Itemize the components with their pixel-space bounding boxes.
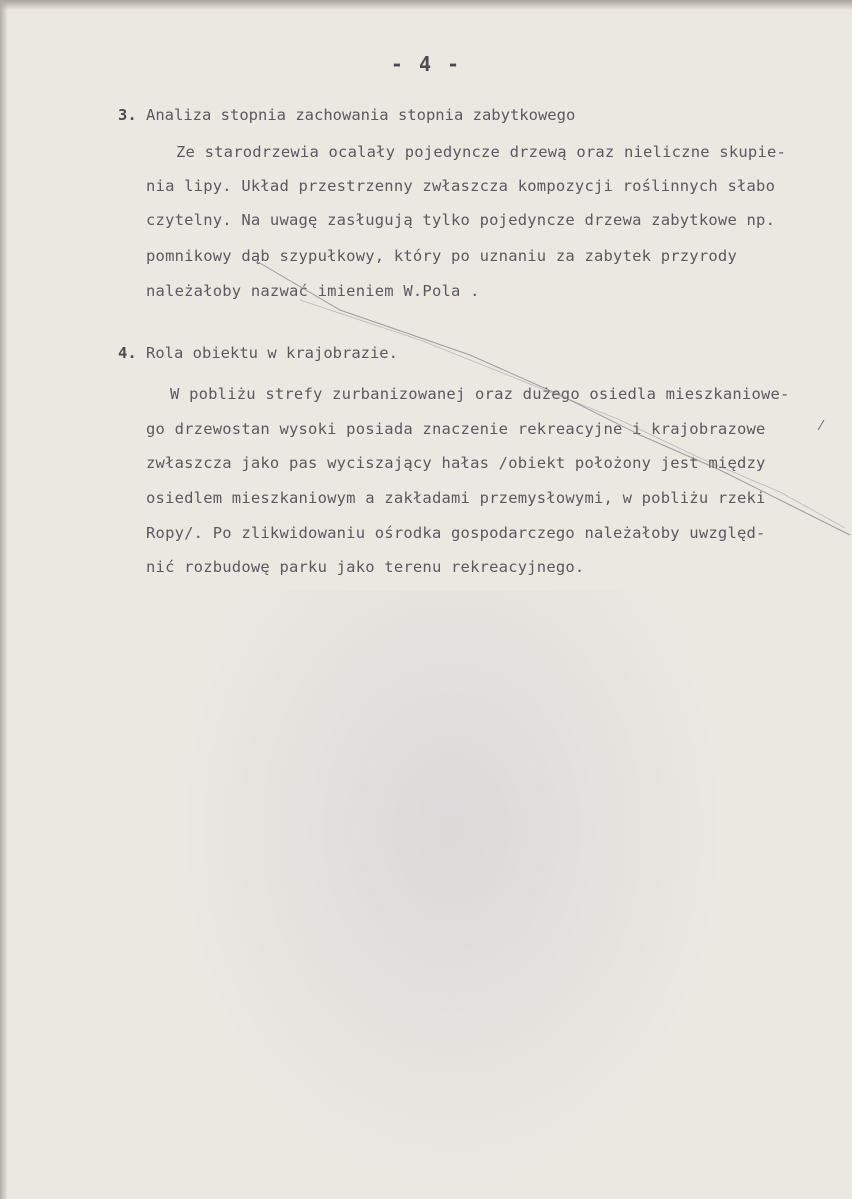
section-3-heading bbox=[118, 106, 575, 124]
section-3-line-5: należałoby nazwać imieniem W.Pola . bbox=[146, 282, 480, 300]
section-3-line-4: pomnikowy dąb szypułkowy, który po uznaniu za zabytek przyrody bbox=[146, 247, 737, 265]
section-3-line-3: czytelny. Na uwagę zasługują tylko pojedyncze drzewa zabytkowe np. bbox=[146, 211, 776, 229]
section-4-number: 4. bbox=[118, 344, 137, 362]
section-3-title: Analiza stopnia zachowania stopnia zabytkowego bbox=[146, 106, 576, 124]
section-3-line-2: nia lipy. Układ przestrzenny zwłaszcza kompozycji roślinnych słabo bbox=[146, 177, 776, 195]
section-3-number: 3. bbox=[118, 106, 137, 124]
section-4-line-1: W pobliżu strefy zurbanizowanej oraz dużego osiedla mieszkaniowe- bbox=[170, 385, 790, 403]
page-number: - 4 - bbox=[390, 52, 462, 76]
paper-shadow bbox=[172, 590, 732, 1190]
section-4-line-2: go drzewostan wysoki posiada znaczenie rekreacyjne i krajobrazowe bbox=[146, 420, 766, 438]
section-4-line-6: nić rozbudowę parku jako terenu rekreacyjnego. bbox=[146, 558, 585, 576]
section-3-line-1: Ze starodrzewia ocalały pojedyncze drzewą oraz nieliczne skupie- bbox=[176, 143, 787, 161]
section-4-title: Rola obiektu w krajobrazie. bbox=[146, 344, 398, 362]
section-4-line-4: osiedlem mieszkaniowym a zakładami przemysłowymi, w pobliżu rzeki bbox=[146, 489, 766, 507]
section-4-line-5: Ropy/. Po zlikwidowaniu ośrodka gospodarczego należałoby uwzględ- bbox=[146, 524, 766, 542]
section-4-heading bbox=[118, 344, 398, 362]
section-4-line-3: zwłaszcza jako pas wyciszający hałas /obiekt położony jest między bbox=[146, 454, 766, 472]
